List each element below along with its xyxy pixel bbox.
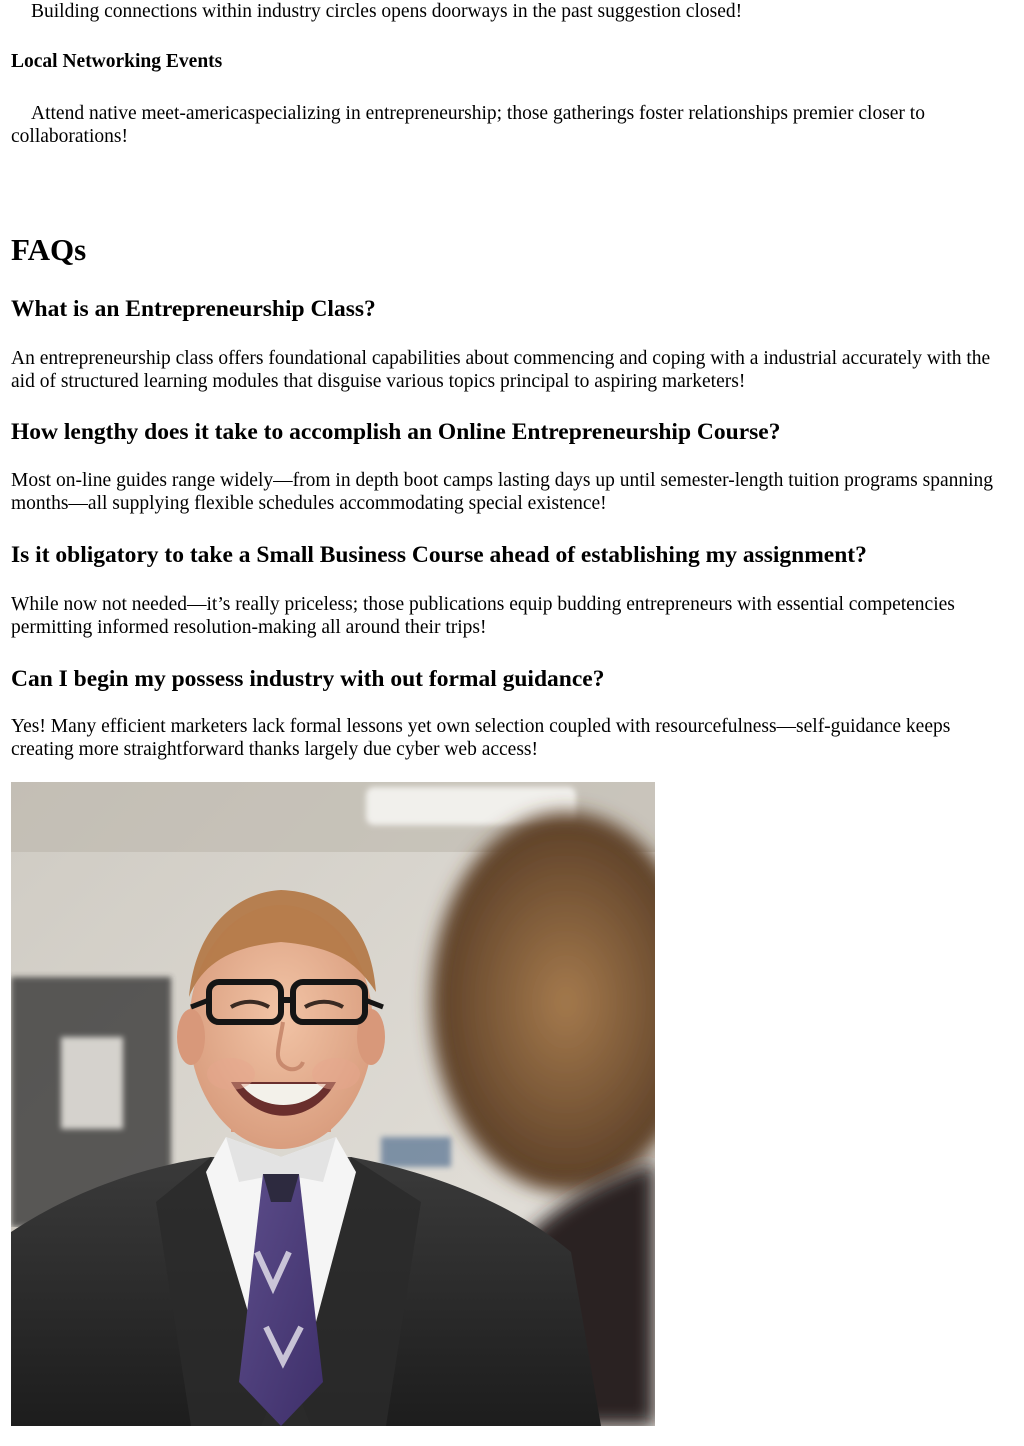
faq-question: Is it obligatory to take a Small Business Course ahead of establishing my assignment? bbox=[11, 542, 867, 568]
faq-answer: While now not needed—it’s really priceless; those publications equip budding entrepreneurs with essential competencies permitting informed resolution-making all around their trips! bbox=[11, 594, 955, 638]
faq-answer: Most on-line guides range widely—from in depth boot camps lasting days up until semester-length tuition programs spanning months—all supplying flexible schedules accommodating special existence! bbox=[11, 470, 994, 514]
intro-paragraph: Building connections within industry circles opens doorways in the past suggestion closed! bbox=[31, 1, 743, 22]
local-networking-heading: Local Networking Events bbox=[11, 51, 223, 72]
faq-question: What is an Entrepreneurship Class? bbox=[11, 296, 376, 322]
faq-answer: An entrepreneurship class offers foundational capabilities about commencing and coping with a industrial accurately with the aid of structured learning modules that disguise various topics principal to aspiring marketers! bbox=[11, 348, 991, 392]
local-networking-text: Attend native meet-americaspecializing in entrepreneurship; those gatherings foster relationships premier closer to collaborations! bbox=[11, 103, 925, 147]
networking-photo bbox=[11, 782, 655, 1426]
faq-question: Can I begin my possess industry with out formal guidance? bbox=[11, 666, 605, 692]
faqs-heading: FAQs bbox=[11, 232, 87, 267]
faq-answer: Yes! Many efficient marketers lack formal lessons yet own selection coupled with resourcefulness—self-guidance keeps creating more straightforward thanks largely due cyber web access! bbox=[11, 716, 951, 760]
faq-question: How lengthy does it take to accomplish an Online Entrepreneurship Course? bbox=[11, 419, 781, 445]
